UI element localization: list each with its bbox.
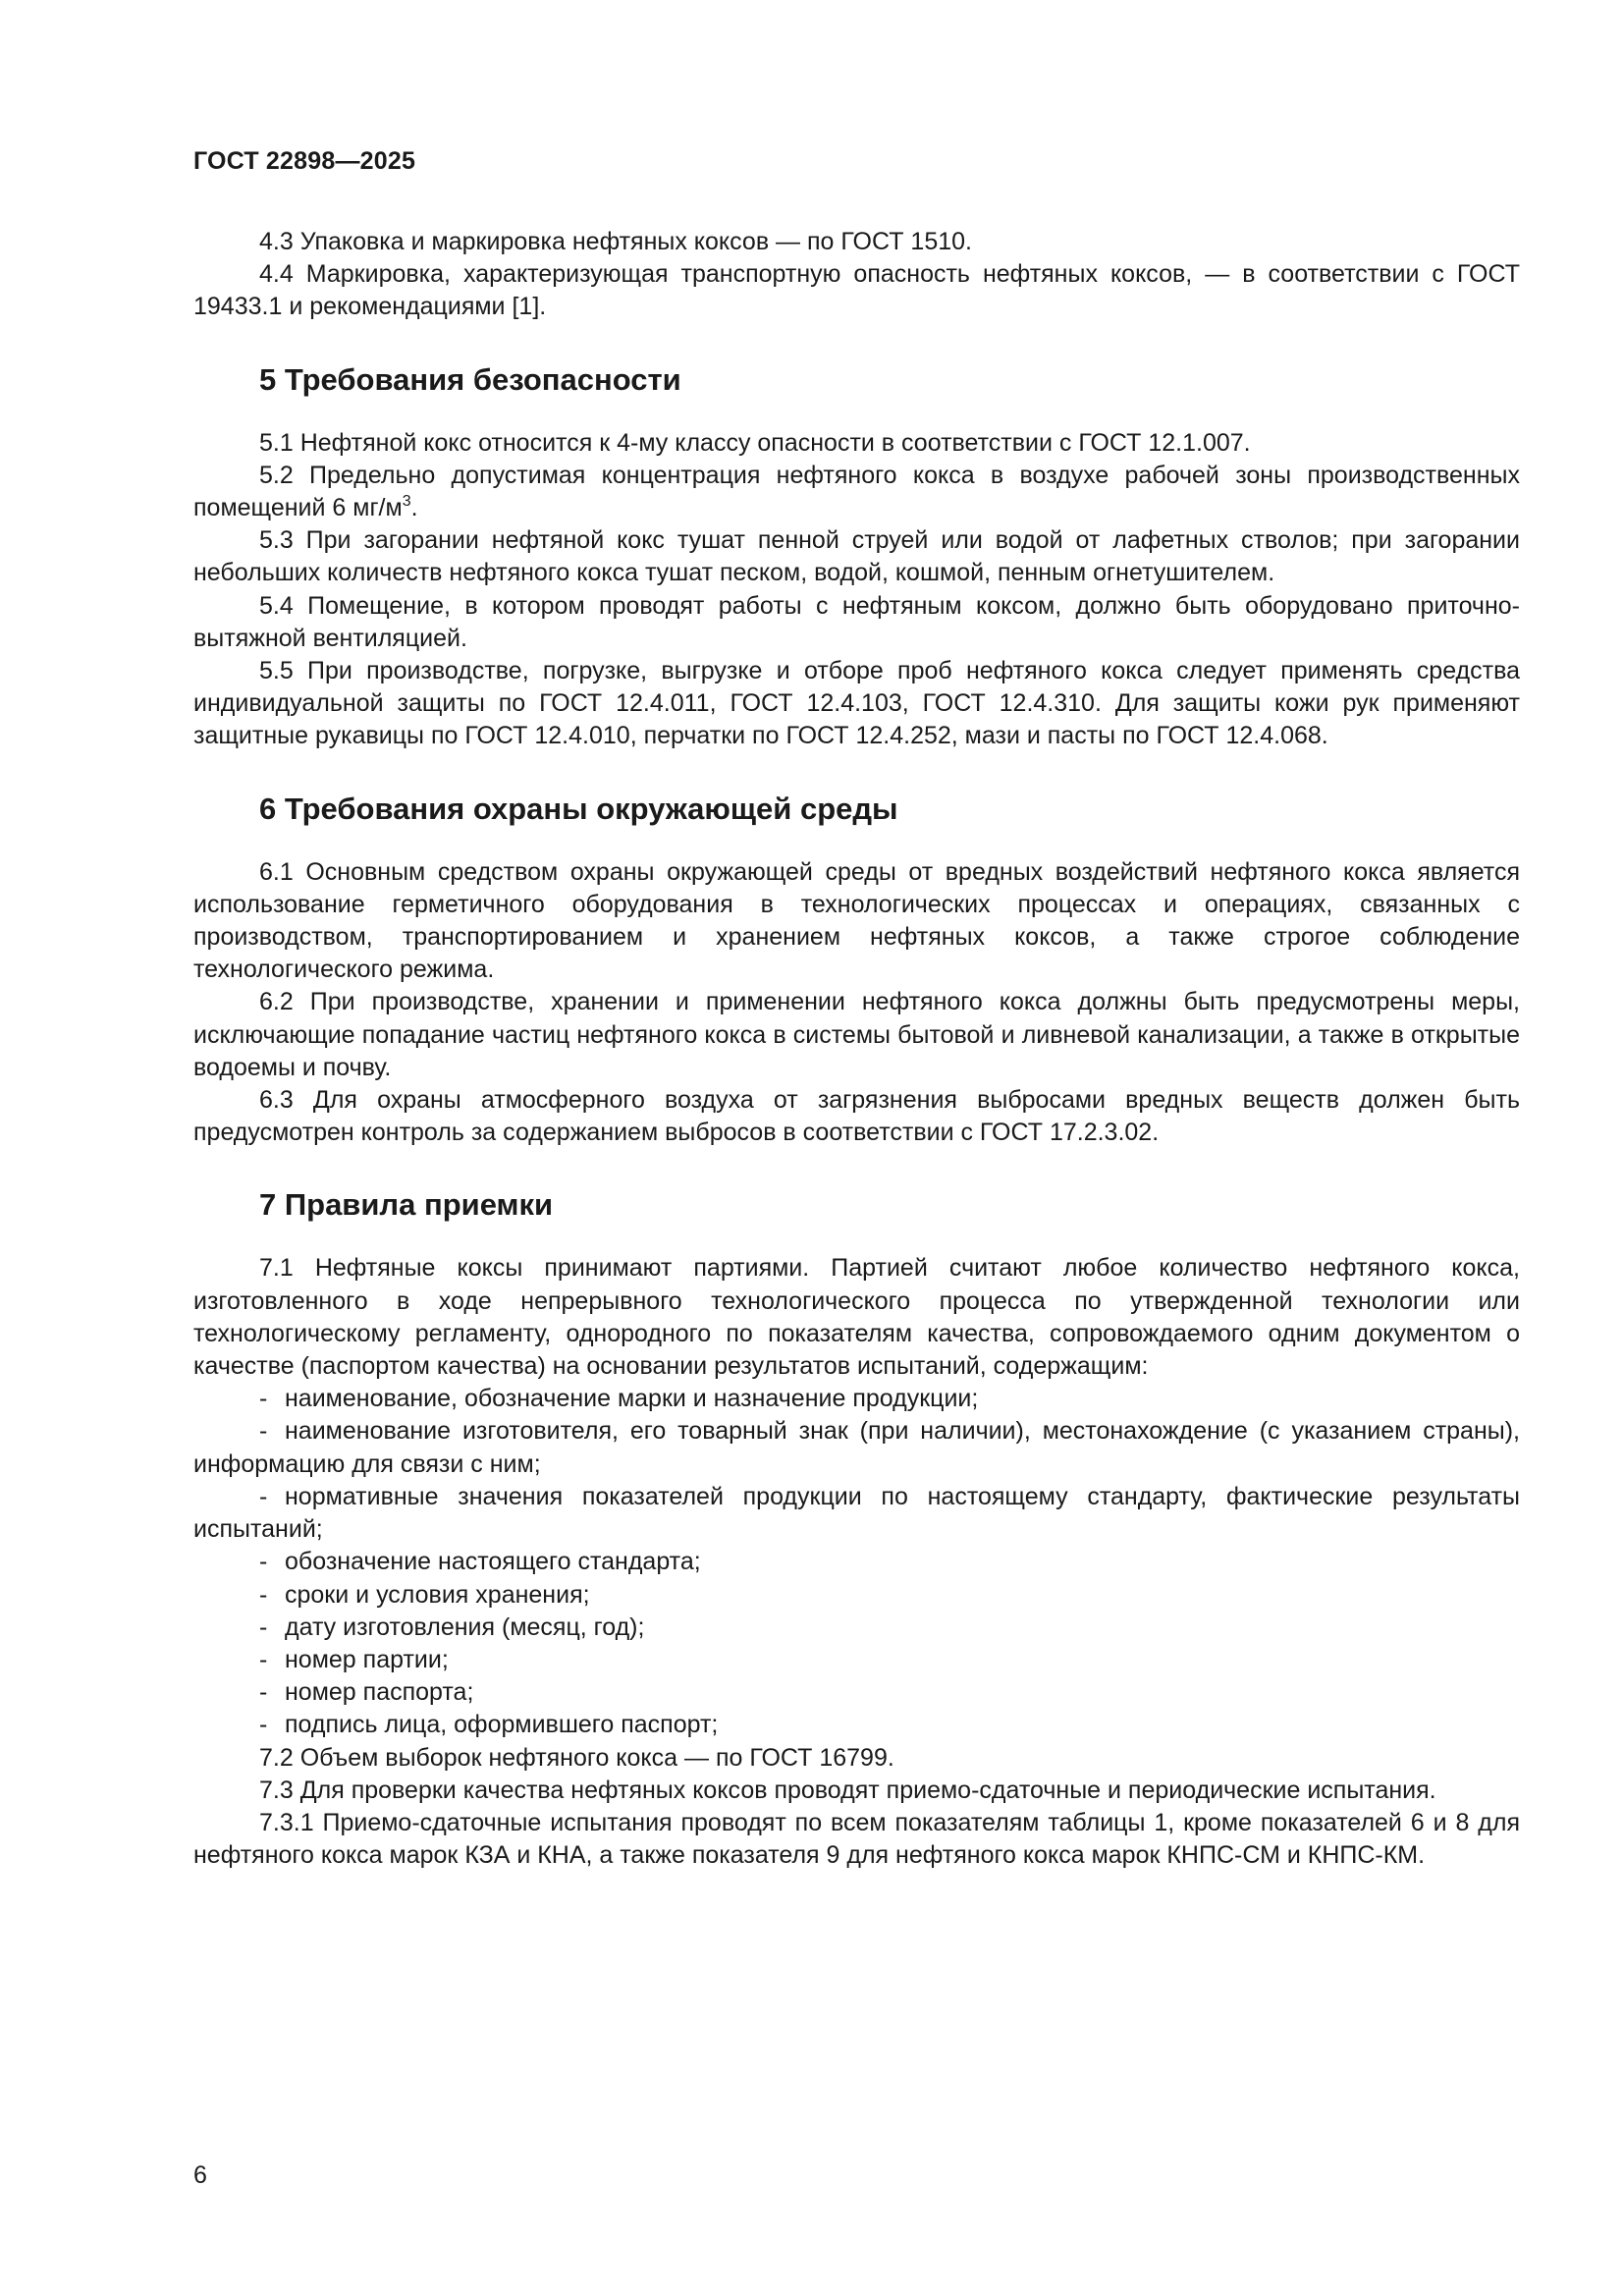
list-item-text: наименование изготовителя, его товарный знак (при наличии), местонахождение (с указанием страны), информацию для связи с ним; bbox=[193, 1417, 1520, 1478]
paragraph-5-5: 5.5 При производстве, погрузке, выгрузке и отборе проб нефтяного кокса следует применять средства индивидуальной защиты по ГОСТ 12.4.011, ГОСТ 12.4.103, ГОСТ 12.4.310. Для защиты кожи рук применяют защитные рукавицы по ГОСТ 12.4.010, перчатки по ГОСТ 12.4.252, мази и пасты по ГОСТ 12.4.068. bbox=[193, 657, 1520, 750]
list-dash: - bbox=[259, 1678, 268, 1707]
list-item bbox=[193, 1709, 1520, 1741]
section-5-title: 5 Требования безопасности bbox=[259, 361, 681, 397]
paragraph-5-2 bbox=[193, 460, 1520, 524]
list-item bbox=[193, 1546, 1520, 1578]
section-7-title: 7 Правила приемки bbox=[259, 1187, 554, 1223]
paragraph-4-4: 4.4 Маркировка, характеризующая транспортную опасность нефтяных коксов, — в соответствии с ГОСТ 19433.1 и рекомендациями [1]. bbox=[193, 260, 1520, 321]
list-dash: - bbox=[259, 1417, 268, 1446]
list-item-text: подпись лица, оформившего паспорт; bbox=[285, 1711, 719, 1739]
list-item-text: нормативные значения показателей продукции по настоящему стандарту, фактические результаты испытаний; bbox=[193, 1482, 1520, 1544]
paragraph-5-1: 5.1 Нефтяной кокс относится к 4-му классу опасности в соответствии с ГОСТ 12.1.007. bbox=[259, 428, 1251, 457]
list-item bbox=[193, 1612, 1520, 1644]
paragraph-7-1: 7.1 Нефтяные коксы принимают партиями. Партией считают любое количество нефтяного кокса, изготовленного в ходе непрерывного технологического процесса по утвержденной технологии или технологическому регламенту, однородного по показателям качества, сопровождаемого одним документом о качестве (паспортом качества) на основании результатов испытаний, содержащим: bbox=[193, 1254, 1520, 1381]
list-dash: - bbox=[259, 1580, 268, 1609]
list-dash: - bbox=[259, 1613, 268, 1641]
list-item bbox=[193, 1383, 1520, 1415]
list-item bbox=[193, 1481, 1520, 1546]
paragraph-5-2-text: 5.2 Предельно допустимая концентрация нефтяного кокса в воздухе рабочей зоны производственных помещений 6 мг/м bbox=[193, 461, 1520, 522]
paragraph-5-2-end: . bbox=[410, 494, 418, 522]
list-dash: - bbox=[259, 1645, 268, 1673]
list-item-text: наименование, обозначение марки и назначение продукции; bbox=[285, 1385, 979, 1413]
list-dash: - bbox=[259, 1711, 268, 1739]
superscript-cubed: 3 bbox=[402, 493, 411, 511]
paragraph-7-2: 7.2 Объем выборок нефтяного кокса — по ГОСТ 16799. bbox=[259, 1743, 894, 1772]
list-item bbox=[193, 1644, 1520, 1676]
page-content bbox=[193, 226, 1520, 1872]
paragraph-7-3-1: 7.3.1 Приемо-сдаточные испытания проводят по всем показателям таблицы 1, кроме показателей 6 и 8 для нефтяного кокса марок КЗА и КНА, а также показателя 9 для нефтяного кокса марок КНПС-СМ и КНПС-КМ. bbox=[193, 1808, 1520, 1870]
section-6-title: 6 Требования охраны окружающей среды bbox=[259, 791, 898, 826]
list-item-text: номер партии; bbox=[285, 1645, 449, 1673]
paragraph-7-3: 7.3 Для проверки качества нефтяных коксов проводят приемо-сдаточные и периодические испытания. bbox=[259, 1776, 1436, 1804]
paragraph-6-2: 6.2 При производстве, хранении и применении нефтяного кокса должны быть предусмотрены меры, исключающие попадание частиц нефтяного кокса в системы бытовой и ливневой канализации, а также в открытые водоемы и почву. bbox=[193, 988, 1520, 1081]
paragraph-4-3: 4.3 Упаковка и маркировка нефтяных коксов — по ГОСТ 1510. bbox=[259, 228, 972, 255]
list-dash: - bbox=[259, 1385, 268, 1413]
list-item bbox=[193, 1676, 1520, 1709]
list-dash: - bbox=[259, 1482, 268, 1510]
paragraph-6-3: 6.3 Для охраны атмосферного воздуха от загрязнения выбросами вредных веществ должен быть предусмотрен контроль за содержанием выбросов в соответствии с ГОСТ 17.2.3.02. bbox=[193, 1086, 1520, 1147]
list-item-text: обозначение настоящего стандарта; bbox=[285, 1548, 701, 1576]
list-item bbox=[193, 1415, 1520, 1480]
list-item bbox=[193, 1579, 1520, 1612]
paragraph-6-1: 6.1 Основным средством охраны окружающей среды от вредных воздействий нефтяного кокса является использование герметичного оборудования в технологических процессах и операциях, связанных с производством, транспортированием и хранением нефтяных коксов, а также строгое соблюдение технологического режима. bbox=[193, 857, 1520, 984]
list-item-text: дату изготовления (месяц, год); bbox=[285, 1613, 645, 1641]
list-item-text: сроки и условия хранения; bbox=[285, 1580, 590, 1609]
paragraph-5-4: 5.4 Помещение, в котором проводят работы с нефтяным коксом, должно быть оборудовано приточно-вытяжной вентиляцией. bbox=[193, 591, 1520, 652]
page-number: 6 bbox=[193, 2161, 207, 2189]
document-code-header: ГОСТ 22898—2025 bbox=[193, 147, 416, 175]
list-item-text: номер паспорта; bbox=[285, 1678, 474, 1707]
list-dash: - bbox=[259, 1548, 268, 1576]
paragraph-5-3: 5.3 При загорании нефтяной кокс тушат пенной струей или водой от лафетных стволов; при загорании небольших количеств нефтяного кокса тушат песком, водой, кошмой, пенным огнетушителем. bbox=[193, 526, 1520, 587]
